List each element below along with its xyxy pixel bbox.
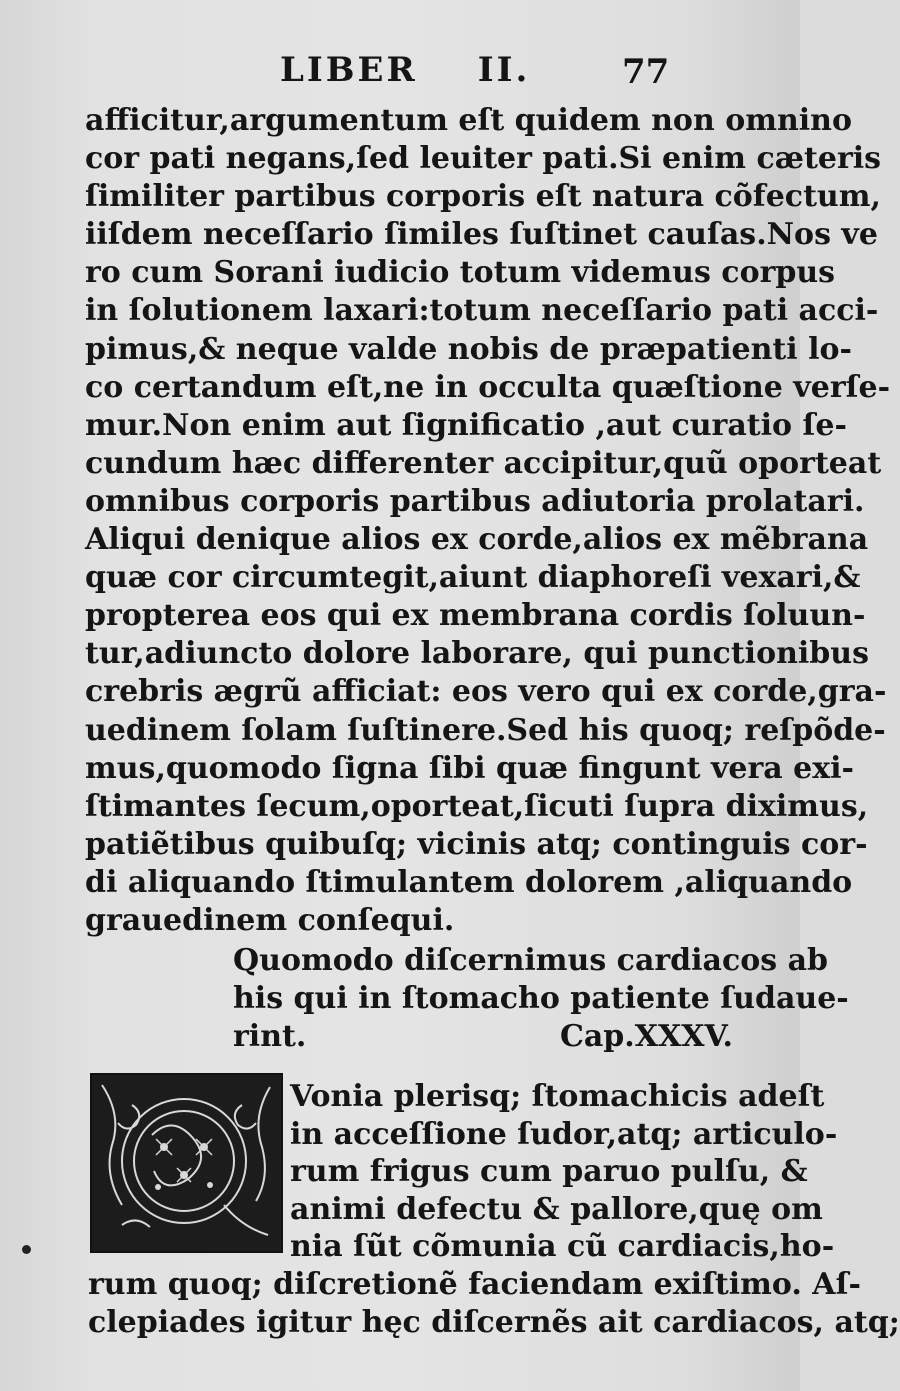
initial-paragraph	[290, 1078, 838, 1266]
text-line: mur.Non enim aut ſignificatio ,aut curatio ſe-	[85, 407, 847, 443]
text-line: rum quoq; diſcretionẽ faciendam exiſtimo. Aſ-	[88, 1267, 861, 1302]
text-line: nia ſũt cõmunia cũ cardiacis,ho-	[290, 1229, 835, 1264]
running-title	[280, 50, 530, 90]
text-line: cor pati negans,ſed leuiter pati.Si enim cæteris	[85, 141, 882, 177]
chapter-heading	[233, 942, 849, 1056]
ornament-initial-icon	[92, 1075, 281, 1251]
text-line: ro cum Sorani iudicio totum videmus corpus	[85, 255, 836, 291]
text-line: tur,adiuncto dolore laborare, qui punctionibus	[85, 636, 869, 672]
text-line: Vonia plerisq; ſtomachicis adeſt	[290, 1079, 825, 1114]
margin-mark	[22, 1245, 31, 1254]
text-line: di aliquando ſtimulantem dolorem ,aliquando	[85, 864, 853, 900]
page-number: 77	[622, 52, 670, 92]
body-paragraph	[85, 102, 891, 940]
text-line: ſimiliter partibus corporis eſt natura cõfectum,	[85, 179, 881, 215]
page-header	[0, 50, 800, 100]
chapter-heading-end: rint.	[233, 1019, 307, 1054]
text-line: rum frigus cum paruo pulſu, &	[290, 1154, 808, 1189]
text-line: quæ cor circumtegit,aiunt diaphoreſi vexari,&	[85, 560, 861, 596]
text-line: in ſolutionem laxari:totum neceſſario pati acci-	[85, 293, 879, 329]
chapter-heading-line: his qui in ſtomacho patiente ſudaue-	[233, 981, 849, 1016]
text-line: cundum hæc differenter accipitur,quũ oporteat	[85, 445, 882, 481]
text-line: patiẽtibus quibuſq; vicinis atq; continguis cor-	[85, 826, 868, 862]
text-line: omnibus corporis partibus adiutoria prolatari.	[85, 483, 865, 519]
text-line: afficitur,argumentum eſt quidem non omnino	[85, 103, 852, 138]
text-line: uedinem ſolam ſuſtinere.Sed his quoq; reſpõde-	[85, 712, 886, 748]
text-line: mus,quomodo ſigna ſibi quæ fingunt vera exi-	[85, 750, 854, 786]
text-line: pimus,& neque valde nobis de præpatienti lo-	[85, 331, 852, 367]
text-line: co certandum eſt,ne in occulta quæſtione verſe-	[85, 369, 891, 405]
running-title-number: II.	[477, 50, 531, 90]
continued-paragraph	[88, 1266, 900, 1342]
text-line: animi defectu & pallore,quę om	[290, 1191, 823, 1227]
running-title-book: LIBER	[280, 50, 418, 90]
chapter-heading-line: Quomodo diſcernimus cardiacos ab	[233, 943, 829, 978]
decorated-initial-q	[90, 1073, 283, 1253]
text-line: in acceſſione ſudor,atq; articulo-	[290, 1116, 838, 1152]
text-line: propterea eos qui ex membrana cordis ſoluun-	[85, 598, 866, 634]
chapter-heading-final-line	[233, 1018, 733, 1056]
text-line: crebris ægrũ afficiat: eos vero qui ex corde,gra-	[85, 674, 887, 710]
text-line: iiſdem neceſſario ſimiles ſuſtinet cauſas.Nos ve	[85, 217, 878, 253]
chapter-number: Cap.XXXV.	[559, 1019, 733, 1054]
text-line: ſtimantes ſecum,oporteat,ſicuti ſupra diximus,	[85, 788, 869, 824]
text-line: grauedinem conſequi.	[85, 902, 455, 938]
text-line: Aliqui denique alios ex corde,alios ex mẽbrana	[85, 522, 869, 558]
text-line: clepiades igitur hęc diſcernẽs ait cardiacos, atq;	[88, 1305, 900, 1340]
